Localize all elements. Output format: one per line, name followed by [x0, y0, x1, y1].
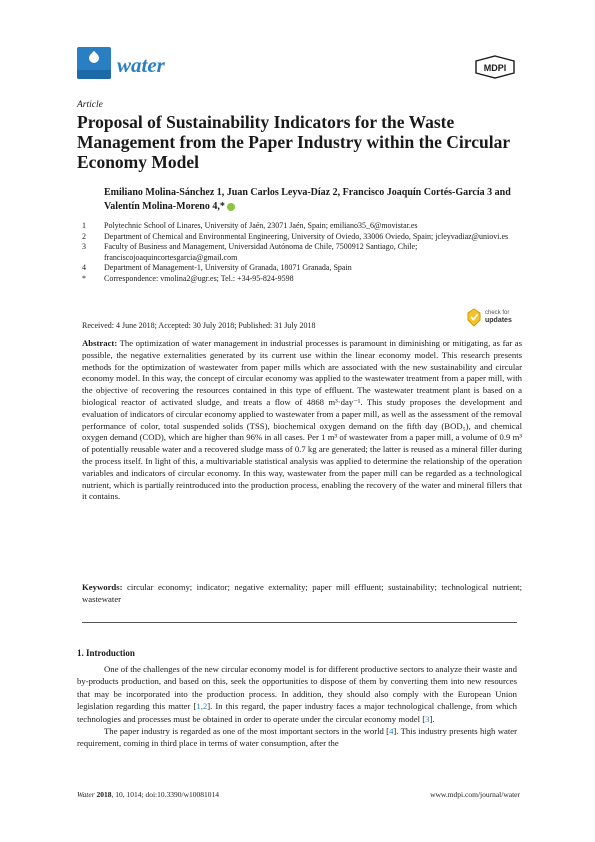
citation-link[interactable]: 3 [425, 713, 430, 724]
svg-text:MDPI: MDPI [483, 63, 507, 73]
citation-link[interactable]: 4 [389, 726, 394, 737]
body-text [77, 663, 517, 750]
check-updates-line1: check for [485, 310, 510, 316]
check-for-updates-badge[interactable] [466, 308, 521, 330]
orcid-icon[interactable] [227, 203, 235, 211]
keywords [82, 582, 522, 606]
abstract-text: The optimization of water management in industrial processes is paramount in diminishing or mitigating, as far as possible, the negative externalities generated by its current use within the linear economy model. This research presents methods for the optimization of wastewater from paper mills which are associated with the new sustainability and circular economy model. In this way, the concept of circular economy was applied to the wastewater treatment from a paper mill, with the objective of recovering the resources contained in this type of effluent. The wastewater treatment plant is based on a biological reactor of activated sludge, and treats a flow of 4868 m³·day⁻¹. This study proposes the development and evaluation of indicators of circular economy applied to wastewater from a paper mill, as well as the assessment of the removal performance of color, total suspended solids (TSS), biochemical oxygen demand on the fifth day (BOD₅), and chemical oxygen demand (COD), which are higher than 96% in all cases. Per 1 m³ of wastewater from a paper mill, a volume of 0.9 m³ of potentially reusable water and a recovered sludge mass of 0.7 kg are generated; the latter is reused as a mineral filler during the process itself. In light of this, a multivariable statistical analysis was applied to determine the relationship of the operation variables and indicators of circular economy. In this way, wastewater from the paper mill can be regarded as a technological nutrient, which is partially reintroduced into the production process, enabling the recovery of the water and mineral fillers that it contains. [82, 338, 522, 502]
affil-text: Polytechnic School of Linares, University of Jaén, 23071 Jaén, Spain; emiliano35_6@movistar.es [104, 221, 418, 230]
affil-mark: 3 [82, 242, 86, 252]
affil-mark: 4 [82, 263, 86, 273]
footer-url[interactable]: www.mdpi.com/journal/water [430, 790, 520, 799]
affil-text: Faculty of Business and Management, Universidad Autónoma de Chile, 7500912 Santiago, Chile; franciscojoaquincortesgarcia@gmail.com [104, 242, 418, 262]
affil-mark: 2 [82, 231, 86, 241]
journal-name: water [117, 53, 165, 77]
citation-link[interactable]: 1,2 [196, 701, 208, 712]
paragraph: The paper industry is regarded as one of the most important sectors in the world [4]. This industry presents high water requirement, coming in third place in terms of water consumption, after the [77, 726, 517, 749]
mdpi-logo [474, 55, 516, 79]
journal-logo [77, 47, 111, 79]
affil-text: Department of Management-1, University of Granada, 18071 Granada, Spain [104, 263, 352, 273]
affil-text: Department of Chemical and Environmental Engineering, University of Oviedo, 33006 Oviedo, Spain; jcleyvadiaz@uniovi.es [104, 231, 509, 241]
authors-line-2: Valentín Molina-Moreno 4,* [104, 201, 225, 212]
affil-mark: 1 [82, 221, 86, 230]
keywords-label: Keywords: [82, 582, 123, 592]
section-divider [82, 622, 517, 623]
affiliations [82, 221, 522, 285]
water-drop-icon [87, 51, 101, 65]
abstract-label: Abstract: [82, 338, 118, 348]
footer-citation: Water 2018, 10, 1014; doi:10.3390/w10081014 [77, 790, 220, 799]
affil-mark: * [82, 273, 86, 283]
paragraph: One of the challenges of the new circular economy model is for different productive sectors to analyze their waste and by-products production, and based on this, seek the opportunities to dispose of them by converting them into new resources that may be incorporated into the production process. In addition, they should also comply with the European Union legislation regarding this matter [1,2]. In this regard, the paper industry faces a major technological challenge, from which technologies and processes must be obtained in order to operate under the circular economy model [3]. [77, 664, 517, 724]
author-list [104, 186, 524, 214]
abstract [82, 338, 522, 503]
publication-dates: Received: 4 June 2018; Accepted: 30 July 2018; Published: 31 July 2018 [82, 321, 316, 330]
keywords-text: circular economy; indicator; negative externality; paper mill effluent; sustainability; technological nutrient; wastewater [82, 582, 522, 604]
check-updates-icon [466, 308, 482, 328]
check-updates-line2: updates [485, 317, 512, 324]
authors-line-1: Emiliano Molina-Sánchez 1, Juan Carlos Leyva-Díaz 2, Francisco Joaquín Cortés-García 3 and [104, 187, 511, 198]
affil-text: Correspondence: vmolina2@ugr.es; Tel.: +34-95-824-9598 [104, 273, 294, 283]
article-type: Article [77, 100, 103, 110]
section-title: 1. Introduction [77, 648, 135, 658]
paper-title: Proposal of Sustainability Indicators for the Waste Management from the Paper Industry within the Circular Economy Model [77, 112, 510, 172]
